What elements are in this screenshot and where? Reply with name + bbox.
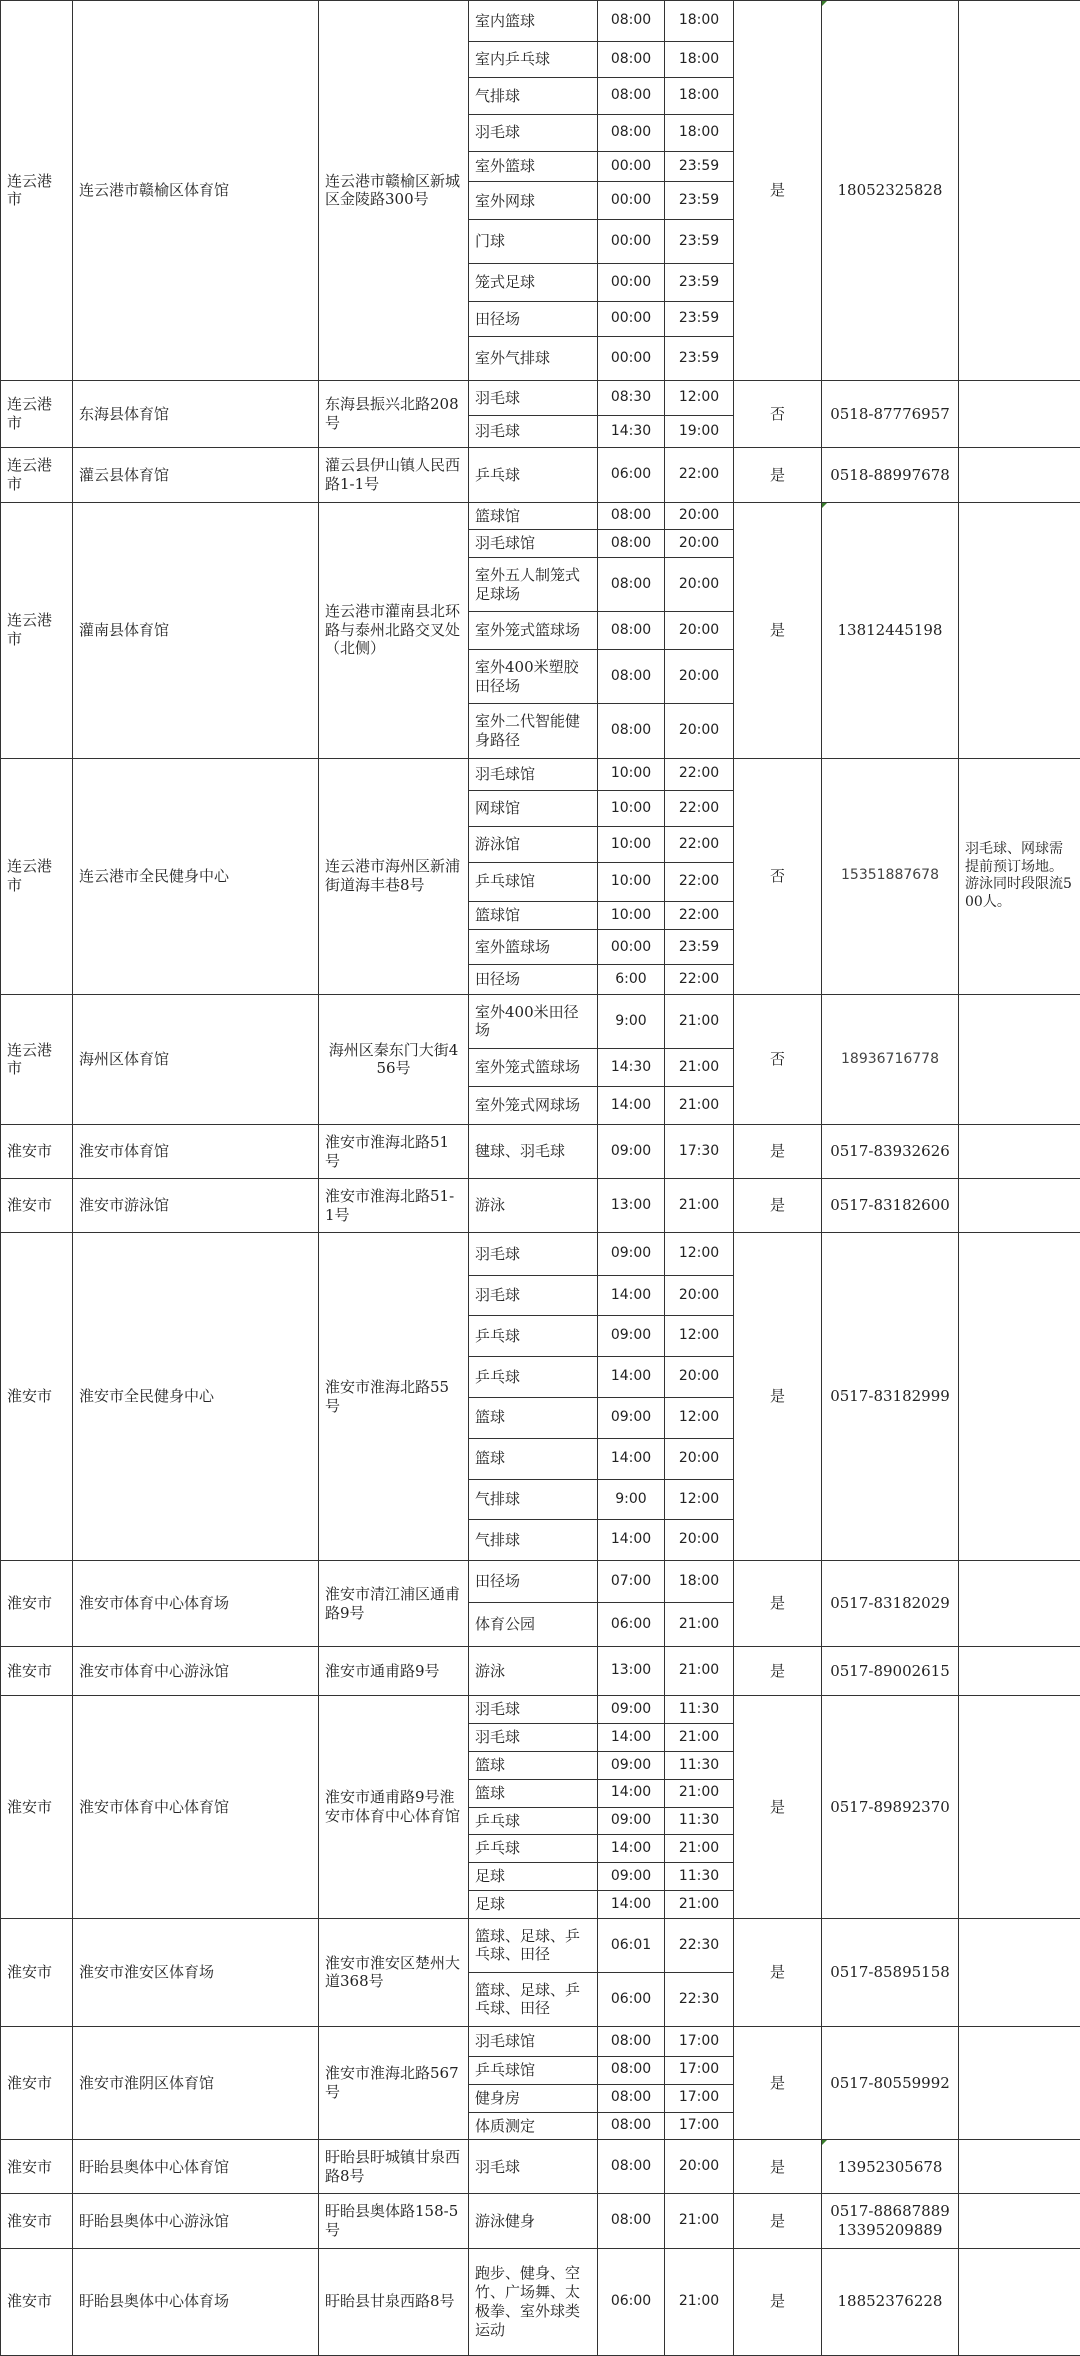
open-time-cell: 08:00 (598, 41, 665, 78)
close-time-cell: 20:00 (665, 1520, 734, 1561)
city-cell: 淮安市 (1, 1561, 73, 1647)
open-time-cell: 09:00 (598, 1233, 665, 1275)
close-time-cell: 21:00 (665, 1049, 734, 1087)
note-cell (959, 994, 1080, 1124)
city-cell: 连云港市 (1, 448, 73, 502)
phone-cell: 0517-83182999 (822, 1233, 959, 1561)
sport-item-cell: 羽毛球 (469, 416, 598, 448)
table-row (1, 1696, 1080, 1724)
open-time-cell: 06:00 (598, 2248, 665, 2355)
venue-name-cell: 连云港市赣榆区体育馆 (73, 1, 319, 381)
city-cell: 淮安市 (1, 1125, 73, 1179)
sport-item-cell: 羽毛球馆 (469, 530, 598, 558)
sport-item-cell: 羽毛球 (469, 1233, 598, 1275)
close-time-cell: 12:00 (665, 1479, 734, 1520)
sport-item-cell: 体育公园 (469, 1603, 598, 1647)
city-cell: 连云港市 (1, 994, 73, 1124)
open-time-cell: 08:00 (598, 704, 665, 758)
note-cell (959, 1696, 1080, 1919)
open-time-cell: 08:00 (598, 612, 665, 650)
note-cell (959, 2027, 1080, 2140)
open-time-cell: 00:00 (598, 264, 665, 302)
close-time-cell: 17:00 (665, 2056, 734, 2084)
sport-item-cell: 乒乓球 (469, 1316, 598, 1357)
sport-item-cell: 室内乒乓球 (469, 41, 598, 78)
open-time-cell: 10:00 (598, 827, 665, 862)
close-time-cell: 12:00 (665, 1397, 734, 1438)
sport-item-cell: 田径场 (469, 1561, 598, 1603)
address-cell: 淮安市淮海北路51号 (319, 1125, 469, 1179)
sport-item-cell: 羽毛球 (469, 1724, 598, 1752)
sport-item-cell: 室内篮球 (469, 1, 598, 42)
close-time-cell: 21:00 (665, 2194, 734, 2248)
open-time-cell: 00:00 (598, 337, 665, 381)
free-open-cell: 是 (734, 1918, 822, 2026)
sport-item-cell: 羽毛球 (469, 2140, 598, 2194)
venue-name-cell: 连云港市全民健身中心 (73, 758, 319, 994)
address-cell: 淮安市通甫路9号 (319, 1646, 469, 1695)
sport-item-cell: 羽毛球 (469, 380, 598, 415)
close-time-cell: 17:00 (665, 2084, 734, 2112)
open-time-cell: 06:00 (598, 1972, 665, 2026)
phone-cell: 18052325828 (822, 1, 959, 381)
open-time-cell: 00:00 (598, 930, 665, 965)
sport-item-cell: 羽毛球 (469, 114, 598, 151)
sport-item-cell: 健身房 (469, 2084, 598, 2112)
open-time-cell: 10:00 (598, 790, 665, 827)
city-cell: 淮安市 (1, 2248, 73, 2355)
city-cell: 淮安市 (1, 1696, 73, 1919)
free-open-cell: 是 (734, 1233, 822, 1561)
sport-item-cell: 室外笼式篮球场 (469, 612, 598, 650)
close-time-cell: 20:00 (665, 558, 734, 612)
venue-name-cell: 淮安市体育中心体育场 (73, 1561, 319, 1647)
open-time-cell: 08:00 (598, 650, 665, 704)
close-time-cell: 18:00 (665, 114, 734, 151)
sport-item-cell: 羽毛球 (469, 1696, 598, 1724)
note-cell (959, 1179, 1080, 1233)
sport-item-cell: 篮球 (469, 1752, 598, 1780)
close-time-cell: 11:30 (665, 1863, 734, 1891)
close-time-cell: 22:00 (665, 827, 734, 862)
sport-item-cell: 网球馆 (469, 790, 598, 827)
close-time-cell: 12:00 (665, 380, 734, 415)
venue-name-cell: 淮安市淮阴区体育馆 (73, 2027, 319, 2140)
open-time-cell: 14:00 (598, 1779, 665, 1807)
close-time-cell: 11:30 (665, 1752, 734, 1780)
open-time-cell: 14:00 (598, 1357, 665, 1398)
free-open-cell: 是 (734, 2194, 822, 2248)
sport-item-cell: 乒乓球馆 (469, 2056, 598, 2084)
phone-cell: 0517-89892370 (822, 1696, 959, 1919)
sport-item-cell: 体质测定 (469, 2112, 598, 2140)
sport-item-cell: 室外五人制笼式足球场 (469, 558, 598, 612)
open-time-cell: 08:00 (598, 2194, 665, 2248)
sport-item-cell: 室外篮球 (469, 151, 598, 182)
close-time-cell: 23:59 (665, 337, 734, 381)
free-open-cell: 是 (734, 1561, 822, 1647)
city-cell: 淮安市 (1, 1918, 73, 2026)
sport-item-cell: 乒乓球馆 (469, 862, 598, 901)
open-time-cell: 08:00 (598, 2112, 665, 2140)
city-cell: 淮安市 (1, 2027, 73, 2140)
sport-item-cell: 乒乓球 (469, 1807, 598, 1835)
sport-item-cell: 游泳健身 (469, 2194, 598, 2248)
table-row (1, 758, 1080, 790)
close-time-cell: 20:00 (665, 1357, 734, 1398)
phone-cell: 0517-83182029 (822, 1561, 959, 1647)
open-time-cell: 14:00 (598, 1890, 665, 1918)
sport-item-cell: 乒乓球 (469, 1357, 598, 1398)
free-open-cell: 是 (734, 2140, 822, 2194)
open-time-cell: 08:00 (598, 558, 665, 612)
close-time-cell: 23:59 (665, 930, 734, 965)
venue-name-cell: 淮安市体育中心体育馆 (73, 1696, 319, 1919)
open-time-cell: 07:00 (598, 1561, 665, 1603)
open-time-cell: 14:00 (598, 1520, 665, 1561)
table-row (1, 448, 1080, 502)
venue-name-cell: 盱眙县奥体中心体育场 (73, 2248, 319, 2355)
note-cell (959, 502, 1080, 758)
close-time-cell: 11:30 (665, 1696, 734, 1724)
close-time-cell: 17:00 (665, 2027, 734, 2057)
table-row (1, 1561, 1080, 1603)
close-time-cell: 22:00 (665, 790, 734, 827)
open-time-cell: 9:00 (598, 1479, 665, 1520)
phone-cell: 0517-83182600 (822, 1179, 959, 1233)
open-time-cell: 09:00 (598, 1397, 665, 1438)
free-open-cell: 是 (734, 2248, 822, 2355)
sport-item-cell: 门球 (469, 220, 598, 264)
close-time-cell: 23:59 (665, 302, 734, 337)
city-cell: 淮安市 (1, 1179, 73, 1233)
city-cell: 连云港市 (1, 758, 73, 994)
phone-cell: 18936716778 (822, 994, 959, 1124)
table-row (1, 1918, 1080, 1972)
close-time-cell: 23:59 (665, 264, 734, 302)
sport-item-cell: 室外气排球 (469, 337, 598, 381)
open-time-cell: 14:00 (598, 1724, 665, 1752)
phone-cell: 0518-88997678 (822, 448, 959, 502)
sport-item-cell: 气排球 (469, 78, 598, 115)
address-cell: 东海县振兴北路208号 (319, 380, 469, 448)
sport-item-cell: 室外400米田径场 (469, 994, 598, 1048)
open-time-cell: 00:00 (598, 302, 665, 337)
close-time-cell: 20:00 (665, 612, 734, 650)
venue-name-cell: 东海县体育馆 (73, 380, 319, 448)
close-time-cell: 20:00 (665, 1275, 734, 1316)
close-time-cell: 21:00 (665, 1603, 734, 1647)
close-time-cell: 22:30 (665, 1918, 734, 1972)
free-open-cell: 是 (734, 1, 822, 381)
address-cell: 淮安市淮海北路567号 (319, 2027, 469, 2140)
sport-item-cell: 羽毛球 (469, 1275, 598, 1316)
open-time-cell: 09:00 (598, 1316, 665, 1357)
venue-name-cell: 淮安市全民健身中心 (73, 1233, 319, 1561)
sport-item-cell: 气排球 (469, 1520, 598, 1561)
close-time-cell: 17:30 (665, 1125, 734, 1179)
city-cell: 连云港市 (1, 502, 73, 758)
close-time-cell: 20:00 (665, 1438, 734, 1479)
close-time-cell: 20:00 (665, 502, 734, 530)
close-time-cell: 21:00 (665, 1835, 734, 1863)
phone-cell: 15351887678 (822, 758, 959, 994)
close-time-cell: 18:00 (665, 1561, 734, 1603)
open-time-cell: 09:00 (598, 1696, 665, 1724)
open-time-cell: 08:00 (598, 1, 665, 42)
free-open-cell: 是 (734, 1646, 822, 1695)
close-time-cell: 22:00 (665, 758, 734, 790)
sport-item-cell: 游泳馆 (469, 827, 598, 862)
open-time-cell: 08:00 (598, 2140, 665, 2194)
city-cell: 淮安市 (1, 1233, 73, 1561)
free-open-cell: 否 (734, 994, 822, 1124)
city-cell: 连云港市 (1, 380, 73, 448)
address-cell: 淮安市通甫路9号淮安市体育中心体育馆 (319, 1696, 469, 1919)
open-time-cell: 09:00 (598, 1125, 665, 1179)
sport-item-cell: 篮球 (469, 1397, 598, 1438)
note-cell (959, 1233, 1080, 1561)
close-time-cell: 22:00 (665, 965, 734, 995)
free-open-cell: 是 (734, 2027, 822, 2140)
venue-name-cell: 盱眙县奥体中心体育馆 (73, 2140, 319, 2194)
sport-item-cell: 羽毛球馆 (469, 2027, 598, 2057)
free-open-cell: 是 (734, 502, 822, 758)
phone-cell: 18852376228 (822, 2248, 959, 2355)
open-time-cell: 13:00 (598, 1646, 665, 1695)
sport-item-cell: 室外二代智能健身路径 (469, 704, 598, 758)
city-cell: 淮安市 (1, 1646, 73, 1695)
open-time-cell: 06:00 (598, 1603, 665, 1647)
close-time-cell: 22:00 (665, 862, 734, 901)
close-time-cell: 20:00 (665, 650, 734, 704)
close-time-cell: 22:30 (665, 1972, 734, 2026)
sport-item-cell: 室外400米塑胶田径场 (469, 650, 598, 704)
address-cell: 淮安市淮海北路55号 (319, 1233, 469, 1561)
venue-name-cell: 盱眙县奥体中心游泳馆 (73, 2194, 319, 2248)
open-time-cell: 10:00 (598, 862, 665, 901)
sport-item-cell: 篮球 (469, 1438, 598, 1479)
sport-item-cell: 田径场 (469, 965, 598, 995)
free-open-cell: 是 (734, 1696, 822, 1919)
note-cell (959, 1, 1080, 381)
address-cell: 连云港市灌南县北环路与泰州北路交叉处（北侧） (319, 502, 469, 758)
open-time-cell: 08:00 (598, 78, 665, 115)
phone-cell: 0517-80559992 (822, 2027, 959, 2140)
note-cell (959, 380, 1080, 448)
open-time-cell: 08:00 (598, 114, 665, 151)
sport-item-cell: 篮球馆 (469, 902, 598, 930)
close-time-cell: 20:00 (665, 704, 734, 758)
open-time-cell: 08:00 (598, 2056, 665, 2084)
phone-cell: 0517-83932626 (822, 1125, 959, 1179)
note-cell (959, 1646, 1080, 1695)
free-open-cell: 否 (734, 758, 822, 994)
venue-name-cell: 灌云县体育馆 (73, 448, 319, 502)
open-time-cell: 14:00 (598, 1438, 665, 1479)
address-cell: 淮安市清江浦区通甫路9号 (319, 1561, 469, 1647)
city-cell: 淮安市 (1, 2140, 73, 2194)
sport-item-cell: 羽毛球馆 (469, 758, 598, 790)
close-time-cell: 20:00 (665, 530, 734, 558)
free-open-cell: 是 (734, 448, 822, 502)
close-time-cell: 23:59 (665, 182, 734, 220)
free-open-cell: 是 (734, 1179, 822, 1233)
sport-item-cell: 足球 (469, 1890, 598, 1918)
venue-name-cell: 淮安市体育中心游泳馆 (73, 1646, 319, 1695)
venue-name-cell: 淮安市游泳馆 (73, 1179, 319, 1233)
address-cell: 海州区秦东门大街456号 (319, 994, 469, 1124)
address-cell: 盱眙县盱城镇甘泉西路8号 (319, 2140, 469, 2194)
phone-cell: 13952305678 (822, 2140, 959, 2194)
close-time-cell: 18:00 (665, 41, 734, 78)
sport-item-cell: 室外篮球场 (469, 930, 598, 965)
sport-item-cell: 篮球、足球、乒乓球、田径 (469, 1918, 598, 1972)
close-time-cell: 12:00 (665, 1316, 734, 1357)
open-time-cell: 14:00 (598, 1835, 665, 1863)
note-cell: 羽毛球、网球需提前预订场地。游泳同时段限流500人。 (959, 758, 1080, 994)
close-time-cell: 21:00 (665, 1179, 734, 1233)
sport-item-cell: 篮球馆 (469, 502, 598, 530)
table-row (1, 1, 1080, 42)
sport-item-cell: 田径场 (469, 302, 598, 337)
close-time-cell: 20:00 (665, 2140, 734, 2194)
phone-cell: 13812445198 (822, 502, 959, 758)
open-time-cell: 06:00 (598, 448, 665, 502)
city-cell: 淮安市 (1, 2194, 73, 2248)
address-cell: 连云港市海州区新浦街道海丰巷8号 (319, 758, 469, 994)
table-row (1, 2248, 1080, 2355)
city-cell: 连云港市 (1, 1, 73, 381)
note-cell (959, 2248, 1080, 2355)
venue-name-cell: 海州区体育馆 (73, 994, 319, 1124)
table-row (1, 994, 1080, 1048)
table-row (1, 502, 1080, 530)
open-time-cell: 06:01 (598, 1918, 665, 1972)
sport-item-cell: 乒乓球 (469, 448, 598, 502)
close-time-cell: 23:59 (665, 220, 734, 264)
venue-name-cell: 淮安市体育馆 (73, 1125, 319, 1179)
open-time-cell: 14:00 (598, 1275, 665, 1316)
venue-name-cell: 淮安市淮安区体育场 (73, 1918, 319, 2026)
open-time-cell: 08:00 (598, 2027, 665, 2057)
close-time-cell: 17:00 (665, 2112, 734, 2140)
open-time-cell: 10:00 (598, 902, 665, 930)
close-time-cell: 21:00 (665, 2248, 734, 2355)
table-row (1, 2140, 1080, 2194)
note-cell (959, 448, 1080, 502)
sport-item-cell: 篮球、足球、乒乓球、田径 (469, 1972, 598, 2026)
close-time-cell: 21:00 (665, 1890, 734, 1918)
open-time-cell: 14:30 (598, 1049, 665, 1087)
open-time-cell: 09:00 (598, 1863, 665, 1891)
sport-item-cell: 室外网球 (469, 182, 598, 220)
table-row (1, 1125, 1080, 1179)
open-time-cell: 9:00 (598, 994, 665, 1048)
close-time-cell: 21:00 (665, 1646, 734, 1695)
open-time-cell: 08:00 (598, 502, 665, 530)
open-time-cell: 13:00 (598, 1179, 665, 1233)
sport-item-cell: 室外笼式篮球场 (469, 1049, 598, 1087)
close-time-cell: 21:00 (665, 1779, 734, 1807)
close-time-cell: 18:00 (665, 78, 734, 115)
sport-item-cell: 足球 (469, 1863, 598, 1891)
table-row (1, 2027, 1080, 2057)
open-time-cell: 09:00 (598, 1807, 665, 1835)
table-row (1, 380, 1080, 415)
sport-item-cell: 气排球 (469, 1479, 598, 1520)
address-cell: 灌云县伊山镇人民西路1-1号 (319, 448, 469, 502)
note-cell (959, 1918, 1080, 2026)
phone-cell: 0517-89002615 (822, 1646, 959, 1695)
close-time-cell: 19:00 (665, 416, 734, 448)
address-cell: 淮安市淮安区楚州大道368号 (319, 1918, 469, 2026)
venue-name-cell: 灌南县体育馆 (73, 502, 319, 758)
open-time-cell: 08:00 (598, 2084, 665, 2112)
address-cell: 盱眙县奥体路158-5号 (319, 2194, 469, 2248)
open-time-cell: 09:00 (598, 1752, 665, 1780)
free-open-cell: 是 (734, 1125, 822, 1179)
note-cell (959, 1125, 1080, 1179)
sport-item-cell: 笼式足球 (469, 264, 598, 302)
sport-item-cell: 跑步、健身、空竹、广场舞、太极拳、室外球类运动 (469, 2248, 598, 2355)
table-row (1, 1646, 1080, 1695)
address-cell: 淮安市淮海北路51-1号 (319, 1179, 469, 1233)
close-time-cell: 23:59 (665, 151, 734, 182)
close-time-cell: 21:00 (665, 994, 734, 1048)
table-row (1, 2194, 1080, 2248)
address-cell: 连云港市赣榆区新城区金陵路300号 (319, 1, 469, 381)
open-time-cell: 00:00 (598, 182, 665, 220)
free-open-cell: 否 (734, 380, 822, 448)
open-time-cell: 6:00 (598, 965, 665, 995)
table-row (1, 1179, 1080, 1233)
close-time-cell: 12:00 (665, 1233, 734, 1275)
close-time-cell: 22:00 (665, 448, 734, 502)
open-time-cell: 08:30 (598, 380, 665, 415)
phone-cell: 0517-85895158 (822, 1918, 959, 2026)
phone-cell: 0517-88687889 13395209889 (822, 2194, 959, 2248)
close-time-cell: 21:00 (665, 1087, 734, 1125)
table-body (1, 1, 1080, 2356)
open-time-cell: 00:00 (598, 220, 665, 264)
sport-item-cell: 游泳 (469, 1646, 598, 1695)
open-time-cell: 08:00 (598, 530, 665, 558)
sport-item-cell: 游泳 (469, 1179, 598, 1233)
address-cell: 盱眙县甘泉西路8号 (319, 2248, 469, 2355)
note-cell (959, 2194, 1080, 2248)
open-time-cell: 00:00 (598, 151, 665, 182)
open-time-cell: 14:00 (598, 1087, 665, 1125)
close-time-cell: 21:00 (665, 1724, 734, 1752)
close-time-cell: 11:30 (665, 1807, 734, 1835)
close-time-cell: 18:00 (665, 1, 734, 42)
sport-item-cell: 乒乓球 (469, 1835, 598, 1863)
open-time-cell: 10:00 (598, 758, 665, 790)
sport-item-cell: 篮球 (469, 1779, 598, 1807)
sport-item-cell: 室外笼式网球场 (469, 1087, 598, 1125)
note-cell (959, 2140, 1080, 2194)
table-row (1, 1233, 1080, 1275)
note-cell (959, 1561, 1080, 1647)
close-time-cell: 22:00 (665, 902, 734, 930)
phone-cell: 0518-87776957 (822, 380, 959, 448)
sport-item-cell: 毽球、羽毛球 (469, 1125, 598, 1179)
open-time-cell: 14:30 (598, 416, 665, 448)
